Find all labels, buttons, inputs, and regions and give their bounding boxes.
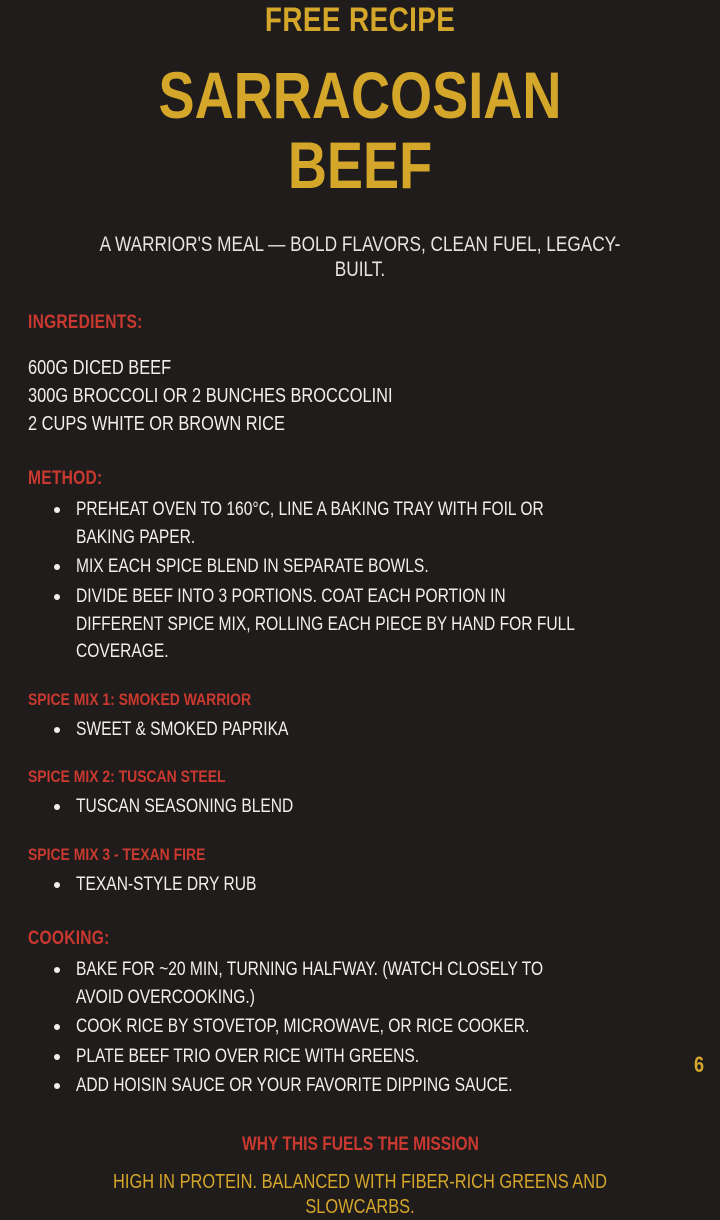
page-number: 6	[693, 1052, 704, 1077]
ingredients-list	[28, 354, 692, 438]
spice-mix-3-list	[28, 871, 692, 899]
list-item: TUSCAN SEASONING BLEND	[42, 793, 692, 821]
page-subtitle-text: A WARRIOR'S MEAL — BOLD FLAVORS, CLEAN FUEL, LEGACY-BUILT.	[99, 232, 621, 282]
eyebrow-text: FREE RECIPE	[264, 1, 456, 39]
list-item: BAKE FOR ~20 MIN, TURNING HALFWAY. (WATCH CLOSELY TO AVOID OVERCOOKING.)	[42, 956, 692, 1011]
list-item: DIVIDE BEEF INTO 3 PORTIONS. COAT EACH PORTION IN DIFFERENT SPICE MIX, ROLLING EACH PIECE BY HAND FOR FULL COVERAGE.	[42, 583, 692, 666]
method-heading: METHOD:	[28, 468, 103, 490]
method-list	[28, 496, 692, 665]
eyebrow-label	[28, 0, 692, 39]
list-item: 2 CUPS WHITE OR BROWN RICE	[28, 413, 285, 436]
page-title	[28, 58, 692, 202]
why-body: HIGH IN PROTEIN. BALANCED WITH FIBER-RICH GREENS AND SLOWCARBS.	[113, 1171, 612, 1219]
list-item: ADD HOISIN SAUCE OR YOUR FAVORITE DIPPING SAUCE.	[42, 1072, 692, 1100]
list-item: 600G DICED BEEF	[28, 357, 172, 380]
spice-mix-1-list	[28, 716, 692, 744]
spice-mix-2-list	[28, 793, 692, 821]
list-item: MIX EACH SPICE BLEND IN SEPARATE BOWLS.	[42, 553, 692, 581]
page-subtitle	[28, 232, 692, 282]
list-item: TEXAN-STYLE DRY RUB	[42, 871, 692, 899]
list-item: PREHEAT OVEN TO 160°C, LINE A BAKING TRAY WITH FOIL OR BAKING PAPER.	[42, 496, 692, 551]
list-item: 300G BROCCOLI OR 2 BUNCHES BROCCOLINI	[28, 385, 393, 408]
list-item: SWEET & SMOKED PAPRIKA	[42, 716, 692, 744]
spice-mix-1-heading: SPICE MIX 1: SMOKED WARRIOR	[28, 689, 252, 709]
page-title-text: SARRACOSIAN BEEF	[158, 58, 577, 202]
list-item: COOK RICE BY STOVETOP, MICROWAVE, OR RICE COOKER.	[42, 1013, 692, 1041]
list-item: PLATE BEEF TRIO OVER RICE WITH GREENS.	[42, 1043, 692, 1071]
cooking-heading: COOKING:	[28, 928, 110, 950]
why-heading: WHY THIS FUELS THE MISSION	[241, 1134, 479, 1156]
spice-mix-3-heading: SPICE MIX 3 - TEXAN FIRE	[28, 844, 206, 864]
cooking-list	[28, 956, 692, 1100]
ingredients-heading: INGREDIENTS:	[28, 312, 143, 334]
spice-mix-2-heading: SPICE MIX 2: TUSCAN STEEL	[28, 767, 226, 787]
